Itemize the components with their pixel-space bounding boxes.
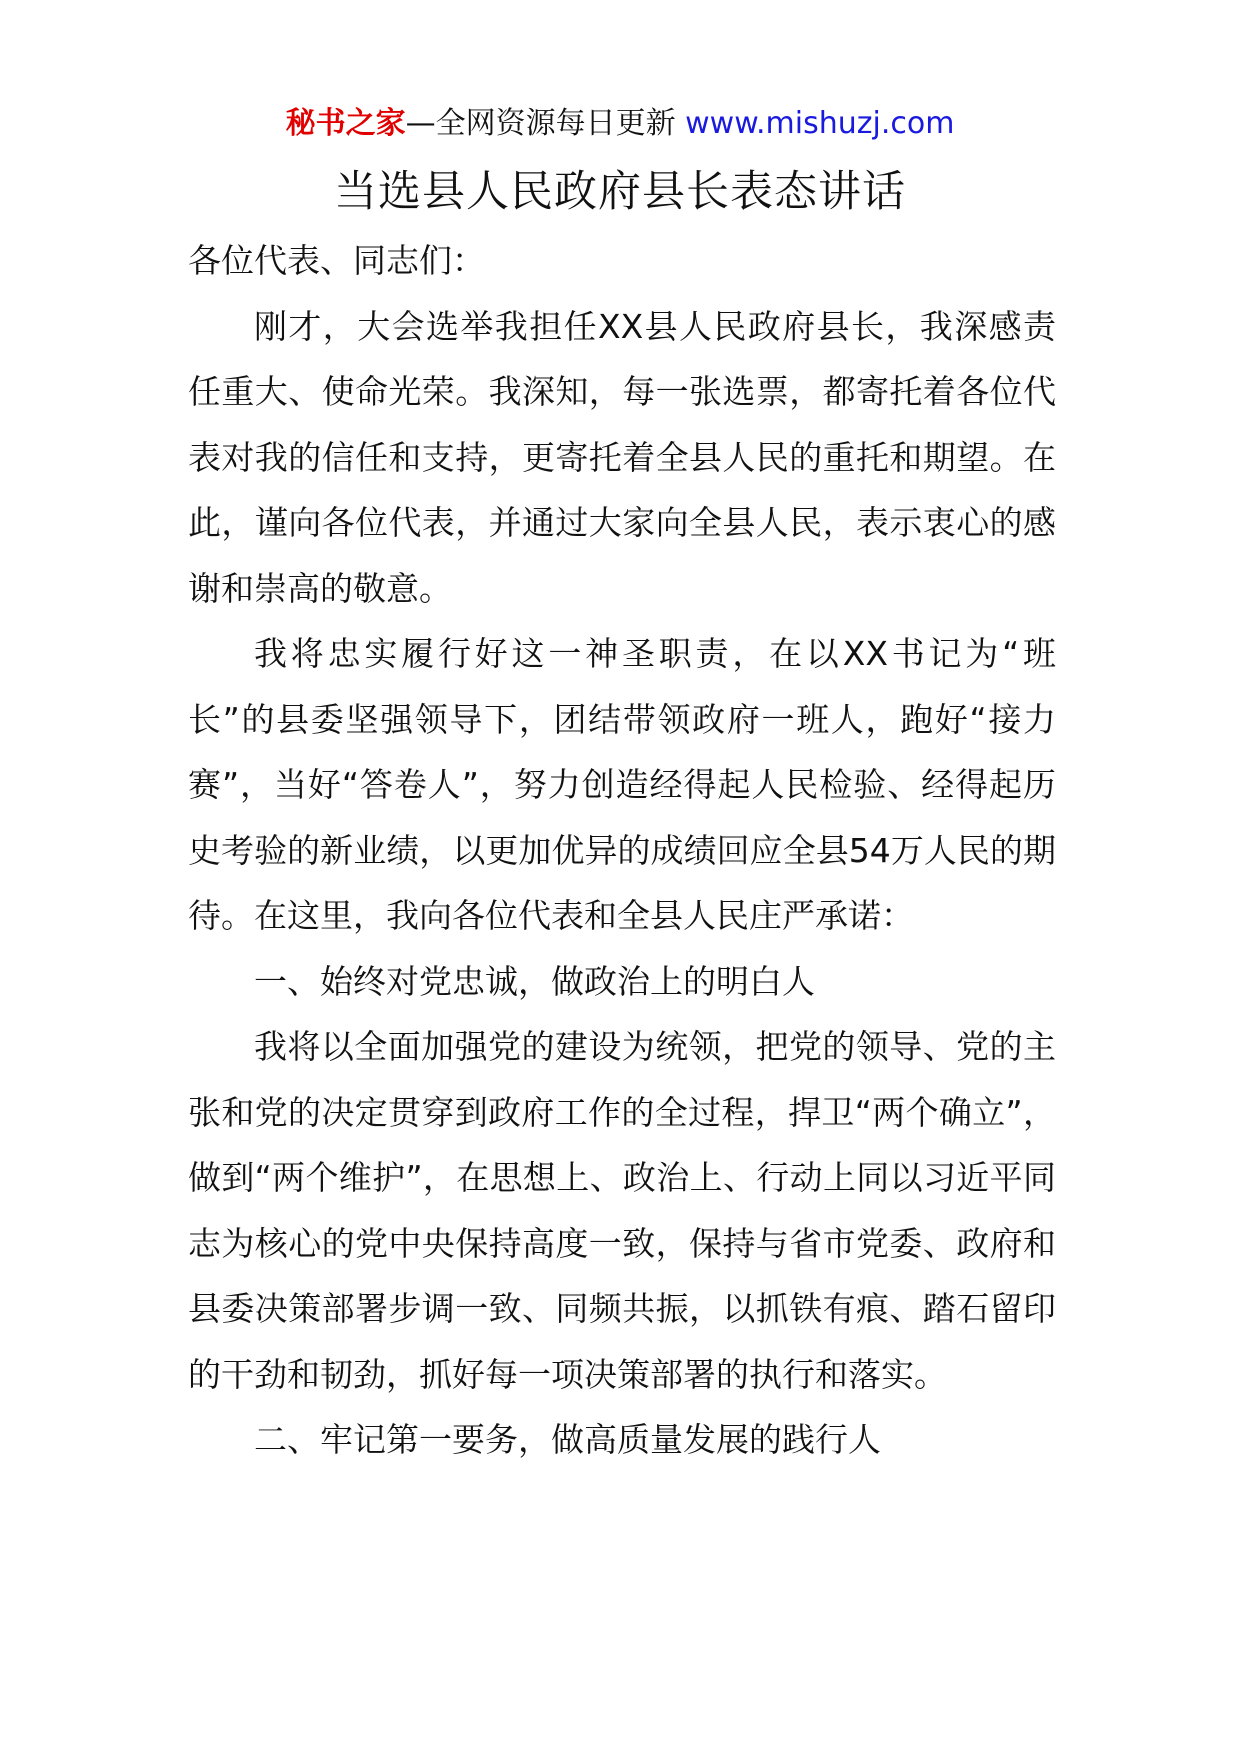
salutation: 各位代表、同志们：	[188, 241, 485, 280]
header-tagline: —全网资源每日更新	[405, 106, 686, 141]
section-heading: 一、始终对党忠诚，做政治上的明白人	[254, 961, 815, 1001]
brand-name: 秘书之家	[285, 106, 406, 141]
paragraph: 我将忠实履行好这一神圣职责，在以XX书记为“班长”的县委坚强领导下，团结带领政府一班人，跑好“接力赛”，当好“答卷人”，努力创造经得起人民检验、经得起历史考验的新业绩，以更加优异的成绩回应全县54万人民的期待。在这里，我向各位代表和全县人民庄严承诺：	[188, 634, 1056, 935]
section-heading: 二、牢记第一要务，做高质量发展的践行人	[254, 1420, 881, 1459]
paragraph: 刚才，大会选举我担任XX县人民政府县长，我深感责任重大、使命光荣。我深知，每一张选票，都寄托着各位代表对我的信任和支持，更寄托着全县人民的重托和期望。在此，谨向各位代表，并通过大家向全县人民，表示衷心的感谢和崇高的敬意。	[188, 306, 1056, 608]
document-body	[188, 228, 1056, 1473]
site-header	[0, 102, 1240, 146]
site-url-link[interactable]: www.mishuzj.com	[685, 106, 955, 141]
paragraph: 我将以全面加强党的建设为统领，把党的领导、党的主张和党的决定贯穿到政府工作的全过程，捍卫“两个确立”，做到“两个维护”，在思想上、政治上、行动上同以习近平同志为核心的党中央保持高度一致，保持与省市党委、政府和县委决策部署步调一致、同频共振，以抓铁有痕、踏石留印的干劲和韧劲，抓好每一项决策部署的执行和落实。	[188, 1027, 1056, 1394]
document-title: 当选县人民政府县长表态讲话	[334, 167, 906, 217]
